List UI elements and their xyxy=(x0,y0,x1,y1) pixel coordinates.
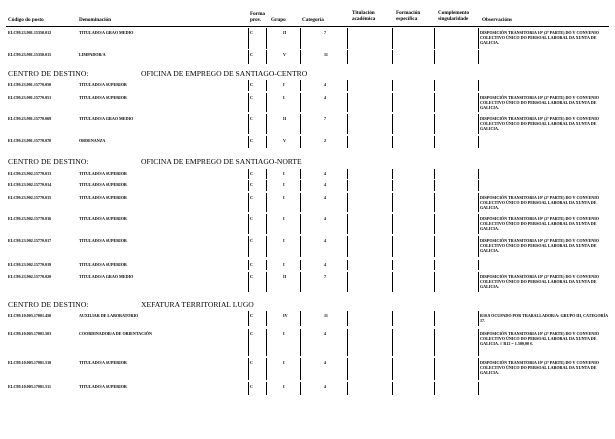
row-denominacion: TITULADO/A SUPERIOR xyxy=(79,182,127,187)
header-denominacion: Denominación xyxy=(79,17,111,23)
row-forma-prov: C xyxy=(250,30,253,35)
row-forma-prov: C xyxy=(250,95,253,100)
column-separator xyxy=(478,272,479,292)
column-separator xyxy=(478,50,479,64)
row-denominacion: TITULADO/A SUPERIOR xyxy=(79,262,127,267)
column-separator xyxy=(434,358,435,380)
row-forma-prov: C xyxy=(250,331,253,336)
column-separator xyxy=(434,93,435,112)
column-separator xyxy=(434,114,435,134)
row-code: ELC99.10.003.17001.511 xyxy=(8,384,51,389)
column-separator xyxy=(248,329,249,356)
column-separator xyxy=(434,136,435,148)
column-separator xyxy=(248,169,249,179)
column-separator xyxy=(392,311,393,326)
column-separator xyxy=(300,272,301,292)
row-code: ELC99.10.003.17001.503 xyxy=(8,331,52,336)
row-forma-prov: C xyxy=(250,262,253,267)
row-denominacion: TITULADO/A SUPERIOR xyxy=(79,95,127,100)
row-denominacion: TITULADO/A SUPERIOR xyxy=(79,195,127,200)
row-categoria: 4 xyxy=(324,238,327,243)
row-code: ELC99.23.902.15770.020 xyxy=(8,274,52,279)
row-code: ELC99.23.902.15770.017 xyxy=(8,238,52,243)
row-grupo: V xyxy=(283,138,286,143)
row-grupo: I xyxy=(283,238,285,243)
column-separator xyxy=(347,114,348,134)
row-observacions: DISPOSICIÓN TRANSITORIA 10ª (2ª PARTE) DO V CONVENIO COLECTIVO ÚNICO DO PERSOAL LABORAL DA XUNTA DE GALICIA. xyxy=(480,195,599,211)
column-separator xyxy=(347,329,348,356)
column-separator xyxy=(434,329,435,356)
column-separator xyxy=(434,28,435,49)
column-separator xyxy=(248,214,249,234)
column-separator xyxy=(266,136,267,148)
column-separator xyxy=(434,214,435,234)
column-separator xyxy=(434,169,435,179)
column-separator xyxy=(392,214,393,234)
row-observacions: DISPOSICIÓN TRANSITORIA 10ª (2ª PARTE) DO V CONVENIO COLECTIVO ÚNICO DO PERSOAL LABORAL DA XUNTA DE GALICIA. xyxy=(480,360,599,376)
row-grupo: I xyxy=(283,171,285,176)
column-separator xyxy=(266,193,267,212)
column-separator xyxy=(434,80,435,91)
column-separator xyxy=(248,180,249,191)
row-code: ELC99.23.902.15770.019 xyxy=(8,262,52,267)
row-grupo: I xyxy=(283,82,285,87)
row-categoria: 11 xyxy=(324,313,328,318)
column-separator xyxy=(392,382,393,395)
row-code: ELC99.23.901.15770.051 xyxy=(8,95,52,100)
column-separator xyxy=(300,93,301,112)
row-categoria: 2 xyxy=(324,138,327,143)
column-separator xyxy=(248,114,249,134)
column-separator xyxy=(434,236,435,257)
column-separator xyxy=(266,169,267,179)
column-separator xyxy=(347,382,348,395)
column-separator xyxy=(248,80,249,91)
header-codigo: Código do posto xyxy=(8,17,44,23)
row-categoria: 4 xyxy=(324,195,327,200)
row-code: ELC99.23.902.15770.013 xyxy=(8,171,52,176)
row-code: ELC99.23.901.15770.070 xyxy=(8,138,52,143)
row-code: ELC99.23.901.15770.050 xyxy=(8,82,52,87)
row-categoria: 4 xyxy=(324,262,327,267)
row-grupo: I xyxy=(283,331,285,336)
row-forma-prov: C xyxy=(250,238,253,243)
center-destino-name: XEFATURA TERRITORIAL LUGO xyxy=(141,300,254,309)
column-separator xyxy=(266,329,267,356)
row-denominacion: TITULADO/A SUPERIOR xyxy=(79,384,127,389)
row-forma-prov: C xyxy=(250,274,253,279)
column-separator xyxy=(392,114,393,134)
column-separator xyxy=(347,169,348,179)
row-forma-prov: C xyxy=(250,216,253,221)
column-separator xyxy=(248,311,249,326)
row-code: ELC99.23.902.15770.015 xyxy=(8,195,52,200)
row-code: ELC99.10.003.17001.450 xyxy=(8,313,52,318)
row-categoria: 4 xyxy=(324,171,327,176)
header-observacions: Observacións xyxy=(482,17,512,23)
column-separator xyxy=(300,136,301,148)
column-separator xyxy=(478,80,479,91)
column-separator xyxy=(392,272,393,292)
column-separator xyxy=(248,193,249,212)
column-separator xyxy=(266,28,267,49)
column-separator xyxy=(434,382,435,395)
column-separator xyxy=(392,193,393,212)
column-separator xyxy=(248,358,249,380)
header-forma-1: Forma xyxy=(250,11,265,17)
header-titulacion-1: Titulación xyxy=(352,10,375,16)
row-denominacion: TITULADO/A GRAO MEDIO xyxy=(79,116,134,121)
row-observacions: DISPOSICIÓN TRANSITORIA 10ª (2ª PARTE) DO V CONVENIO COLECTIVO ÚNICO DO PERSOAL LABORAL DA XUNTA DE GALICIA. // R12 = 1.500,00 €. xyxy=(480,331,599,347)
column-separator xyxy=(300,193,301,212)
column-separator xyxy=(392,358,393,380)
column-separator xyxy=(266,80,267,91)
column-separator xyxy=(300,260,301,270)
row-categoria: 4 xyxy=(324,82,327,87)
column-separator xyxy=(248,93,249,112)
column-separator xyxy=(434,180,435,191)
column-separator xyxy=(347,272,348,292)
row-denominacion: LIMPADOR/A xyxy=(79,52,106,57)
row-code: ELC99.23.902.15770.016 xyxy=(8,216,52,221)
column-separator xyxy=(300,311,301,326)
column-separator xyxy=(248,136,249,148)
column-separator xyxy=(347,50,348,64)
row-grupo: II xyxy=(283,30,287,35)
column-separator xyxy=(478,214,479,234)
column-separator xyxy=(392,236,393,257)
header-complemento-1: Complemento xyxy=(438,10,470,16)
row-grupo: IV xyxy=(283,313,288,318)
column-separator xyxy=(300,80,301,91)
column-separator xyxy=(266,272,267,292)
column-separator xyxy=(347,28,348,49)
column-separator xyxy=(347,311,348,326)
column-separator xyxy=(347,260,348,270)
header-formacion-1: Formación xyxy=(396,10,421,16)
column-separator xyxy=(300,50,301,64)
column-separator xyxy=(300,236,301,257)
column-separator xyxy=(347,358,348,380)
column-separator xyxy=(300,358,301,380)
column-separator xyxy=(392,136,393,148)
column-separator xyxy=(300,382,301,395)
center-destino-label: CENTRO DE DESTINO: xyxy=(8,157,89,166)
column-separator xyxy=(266,358,267,380)
column-separator xyxy=(266,50,267,64)
column-separator xyxy=(347,236,348,257)
column-separator xyxy=(266,214,267,234)
row-denominacion: TITULADO/A SUPERIOR xyxy=(79,171,127,176)
row-denominacion: TITULADO/A GRAO MEDIO xyxy=(79,274,134,279)
column-separator xyxy=(347,80,348,91)
column-separator xyxy=(300,180,301,191)
row-forma-prov: C xyxy=(250,384,253,389)
row-observacions: R10.9 OCUPADO POR TRABALLADOR/A: GRUPO III, CATEGORÍA 17. xyxy=(480,313,608,324)
row-forma-prov: C xyxy=(250,116,253,121)
row-forma-prov: C xyxy=(250,138,253,143)
column-separator xyxy=(478,180,479,191)
column-separator xyxy=(478,382,479,395)
row-denominacion: ORDENANZA xyxy=(79,138,106,143)
column-separator xyxy=(300,114,301,134)
column-separator xyxy=(248,260,249,270)
column-separator xyxy=(478,260,479,270)
row-code: ELC99.23.901.15350.012 xyxy=(8,30,52,35)
row-code: ELC99.23.901.15350.015 xyxy=(8,52,52,57)
header-titulacion-2: académica xyxy=(352,16,376,22)
row-grupo: II xyxy=(283,274,287,279)
row-code: ELC99.23.901.15770.069 xyxy=(8,116,52,121)
column-separator xyxy=(248,50,249,64)
row-categoria: 4 xyxy=(324,360,327,365)
center-destino-name: OFICINA DE EMPREGO DE SANTIAGO-CENTRO xyxy=(141,69,308,78)
header-grupo: Grupo xyxy=(271,17,286,23)
row-grupo: V xyxy=(283,52,286,57)
column-separator xyxy=(266,180,267,191)
row-forma-prov: C xyxy=(250,313,253,318)
row-denominacion: TITULADO/A SUPERIOR xyxy=(79,238,127,243)
column-separator xyxy=(248,28,249,49)
row-code: ELC99.10.003.17001.510 xyxy=(8,360,52,365)
row-forma-prov: C xyxy=(250,82,253,87)
column-separator xyxy=(392,80,393,91)
column-separator xyxy=(478,311,479,326)
row-forma-prov: C xyxy=(250,360,253,365)
row-grupo: I xyxy=(283,95,285,100)
column-separator xyxy=(266,311,267,326)
column-separator xyxy=(478,236,479,257)
row-grupo: I xyxy=(283,182,285,187)
header-forma-2: prov. xyxy=(250,17,262,23)
row-denominacion: TITULADO/A SUPERIOR xyxy=(79,82,127,87)
column-separator xyxy=(347,136,348,148)
center-destino-label: CENTRO DE DESTINO: xyxy=(8,300,89,309)
row-observacions: DISPOSICIÓN TRANSITORIA 10ª (2ª PARTE) DO V CONVENIO COLECTIVO ÚNICO DO PERSOAL LABORAL DA XUNTA DE GALICIA. xyxy=(480,238,599,254)
column-separator xyxy=(248,382,249,395)
column-separator xyxy=(392,180,393,191)
column-separator xyxy=(478,358,479,380)
row-grupo: I xyxy=(283,216,285,221)
row-grupo: I xyxy=(283,360,285,365)
column-separator xyxy=(392,28,393,49)
column-separator xyxy=(347,214,348,234)
column-separator xyxy=(478,114,479,134)
column-separator xyxy=(478,28,479,49)
column-separator xyxy=(478,193,479,212)
column-separator xyxy=(478,136,479,148)
row-categoria: 4 xyxy=(324,331,327,336)
row-categoria: 4 xyxy=(324,182,327,187)
column-separator xyxy=(392,169,393,179)
column-separator xyxy=(392,93,393,112)
row-categoria: 11 xyxy=(324,52,328,57)
column-separator xyxy=(347,180,348,191)
row-denominacion: AUXILIAR DE LABORATORIO xyxy=(79,313,139,318)
row-forma-prov: C xyxy=(250,171,253,176)
row-code: ELC99.23.902.15770.014 xyxy=(8,182,52,187)
column-separator xyxy=(478,169,479,179)
column-separator xyxy=(392,260,393,270)
column-separator xyxy=(300,329,301,356)
row-denominacion: COORDINADOR/A DE ORIENTACIÓN xyxy=(79,331,152,336)
row-categoria: 7 xyxy=(324,274,327,279)
center-destino-name: OFICINA DE EMPREGO DE SANTIAGO-NORTE xyxy=(141,157,302,166)
header-categoria: Categoría xyxy=(302,17,324,23)
header-complemento-2: singularidade xyxy=(438,16,469,22)
header-divider xyxy=(6,26,609,27)
row-observacions: DISPOSICIÓN TRANSITORIA 10ª (2ª PARTE) DO V CONVENIO COLECTIVO ÚNICO DO PERSOAL LABORAL DA XUNTA DE GALICIA. xyxy=(480,95,599,111)
row-categoria: 7 xyxy=(324,116,327,121)
center-destino-label: CENTRO DE DESTINO: xyxy=(8,69,89,78)
row-forma-prov: C xyxy=(250,182,253,187)
column-separator xyxy=(347,193,348,212)
column-separator xyxy=(300,169,301,179)
row-observacions: DISPOSICIÓN TRANSITORIA 10ª (2ª PARTE) DO V CONVENIO COLECTIVO ÚNICO DO PERSOAL LABORAL DA XUNTA DE GALICIA. xyxy=(480,274,599,290)
column-separator xyxy=(300,28,301,49)
row-denominacion: TITULADO/A SUPERIOR xyxy=(79,360,127,365)
row-observacions: DISPOSICIÓN TRANSITORIA 10ª (2ª PARTE) DO V CONVENIO COLECTIVO ÚNICO DO PERSOAL LABORAL DA XUNTA DE GALICIA. xyxy=(480,116,599,132)
row-observacions: DISPOSICIÓN TRANSITORIA 10ª (2ª PARTE) DO V CONVENIO COLECTIVO ÚNICO DO PERSOAL LABORAL DA XUNTA DE GALICIA. xyxy=(480,30,599,46)
column-separator xyxy=(347,93,348,112)
row-grupo: I xyxy=(283,195,285,200)
column-separator xyxy=(392,50,393,64)
row-categoria: 4 xyxy=(324,216,327,221)
row-categoria: 7 xyxy=(324,30,327,35)
column-separator xyxy=(434,260,435,270)
column-separator xyxy=(266,93,267,112)
row-categoria: 4 xyxy=(324,384,327,389)
row-forma-prov: C xyxy=(250,195,253,200)
column-separator xyxy=(300,214,301,234)
column-separator xyxy=(392,329,393,356)
row-categoria: 4 xyxy=(324,95,327,100)
row-grupo: I xyxy=(283,384,285,389)
column-separator xyxy=(434,50,435,64)
column-separator xyxy=(266,260,267,270)
row-forma-prov: C xyxy=(250,52,253,57)
row-denominacion: TITULADO/A GRAO MEDIO xyxy=(79,30,134,35)
column-separator xyxy=(478,93,479,112)
column-separator xyxy=(434,272,435,292)
column-separator xyxy=(248,272,249,292)
column-separator xyxy=(266,382,267,395)
row-grupo: II xyxy=(283,116,287,121)
row-denominacion: TITULADO/A SUPERIOR xyxy=(79,216,127,221)
header-formacion-2: específica xyxy=(396,16,418,22)
column-separator xyxy=(434,193,435,212)
column-separator xyxy=(266,236,267,257)
column-separator xyxy=(248,236,249,257)
column-separator xyxy=(434,311,435,326)
row-observacions: DISPOSICIÓN TRANSITORIA 10ª (2ª PARTE) DO V CONVENIO COLECTIVO ÚNICO DO PERSOAL LABORAL DA XUNTA DE GALICIA. xyxy=(480,216,599,232)
column-separator xyxy=(478,329,479,356)
row-grupo: I xyxy=(283,262,285,267)
column-separator xyxy=(266,114,267,134)
